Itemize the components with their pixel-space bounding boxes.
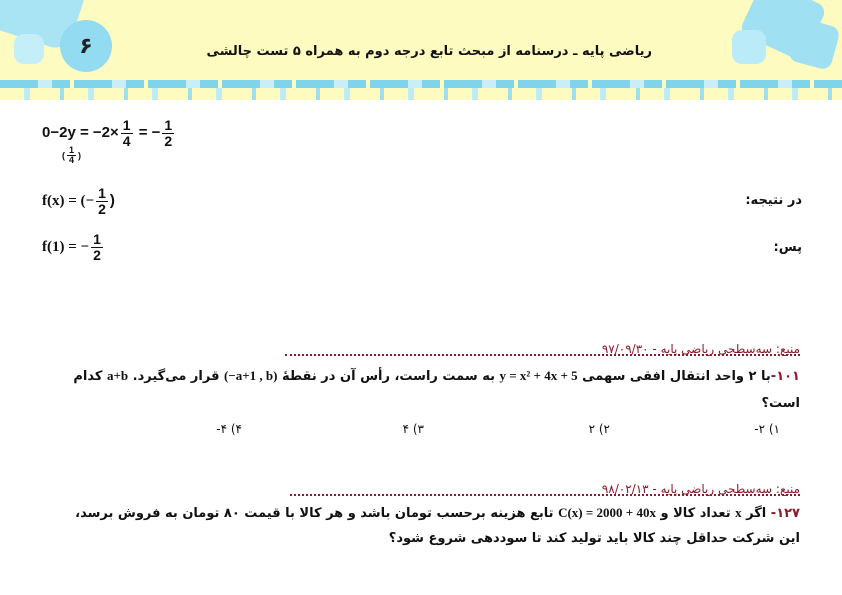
page-number: ۶ [60, 20, 112, 72]
question-101-line2: است؟ [761, 396, 800, 411]
question-127-line2: این شرکت حداقل چند کالا باید تولید کند تا سوددهی شروع شود؟ [388, 531, 800, 546]
option-3[interactable]: ۳) ۴ [402, 422, 424, 436]
dotted-divider [290, 494, 800, 496]
header-stripe [0, 88, 842, 100]
header-stripe [0, 80, 842, 88]
formula: C(x) = 2000 + 40x [558, 505, 656, 520]
question-127-line1: ۱۲۷- اگر x تعداد کالا و C(x) = 2000 + 40x تابع هزینه برحسب تومان باشد و هر کالا با قیمت ۸۰ تومان به فروش برسد، [75, 505, 800, 521]
formula: a+b [106, 368, 129, 383]
therefore-label: پس: [773, 240, 802, 255]
solution-equation-3: f(1) = − $\frac{1}{2}$ [42, 231, 101, 263]
header-decoration [732, 30, 766, 64]
option-1[interactable]: ۱) ۲- [754, 422, 780, 436]
formula: y = x² + 4x + 5 [499, 368, 578, 383]
question-number: ۱۰۱- [770, 369, 800, 384]
fraction: $\frac{1}{4}$ [122, 117, 131, 149]
fraction: $\frac{1}{2}$ [164, 117, 173, 149]
page-header [0, 0, 842, 100]
conclusion-label: در نتیجه: [745, 193, 802, 208]
solution-equation-1: 0−2y = −2× $\frac{1}{4}$ = − $\frac{1}{2}$ [42, 117, 173, 149]
question-source: منبع: سه‌سطحی ریاضی پایه - ۹۷/۰۹/۳۰ [601, 342, 800, 356]
variable: x [735, 505, 742, 520]
formula: (−a+1 , b) [224, 368, 278, 383]
fraction: $\frac{1}{2}$ [93, 231, 101, 263]
option-4[interactable]: ۴) ۴- [216, 422, 242, 436]
fraction: $\frac{1}{2}$ [98, 185, 106, 217]
option-2[interactable]: ۲) ۲ [588, 422, 610, 436]
question-101-line1: ۱۰۱-با ۲ واحد انتقال افقی سهمی y = x² + 4x + 5 به سمت راست، رأس آن در نقطهٔ (−a+1 , b) قرار می‌گیرد. a+b کدام [73, 368, 800, 384]
header-decoration [14, 34, 44, 64]
dotted-divider [285, 354, 800, 356]
question-source: منبع: سه‌سطحی ریاضی پایه - ۹۸/۰۲/۱۳ [601, 482, 800, 496]
page-title: ریاضی پایه ـ درسنامه از مبحث تابع درجه دوم به همراه ۵ تست چالشی [206, 44, 652, 59]
header-decoration [787, 17, 841, 71]
solution-equation-2: f(x) = (− $\frac{1}{2}$ ) [42, 185, 115, 217]
question-number: ۱۲۷- [770, 506, 800, 521]
subscript-fraction: ( $\frac{1}{4}$ ) [62, 145, 82, 166]
